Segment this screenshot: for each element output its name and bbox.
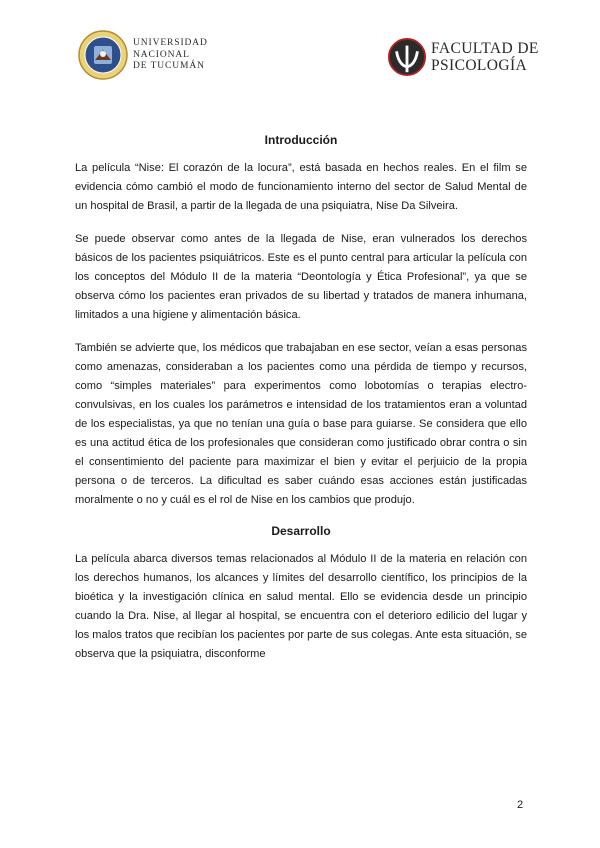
university-name-line: UNIVERSIDAD bbox=[133, 38, 208, 48]
paragraph: También se advierte que, los médicos que trabajaban en ese sector, veían a esas personas como amenazas, consideraban a los pacientes como una pérdida de tiempo y recursos, como “simples materiales” para experimentos como lobotomías o terapias electro-convulsivas, en los cuales los parámetros e intensidad de los tratamientos eran a voluntad de los especialistas, ya que no tenían una guía o base para guiarse. Se considera que ello es una actitud ética de los profesionales que consideran como justificado obrar contra o sin el consentimiento del paciente para maximizar el bien y evitar el perjuicio de la propia persona o de terceros. La dificultad es saber cuándo esas acciones están justificadas moralmente o no y cuál es el rol de Nise en los cambios que produjo. bbox=[75, 342, 527, 506]
page-number: 2 bbox=[517, 799, 524, 811]
paragraph: La película “Nise: El corazón de la locura”, está basada en hechos reales. En el film se evidencia cómo cambió el modo de funcionamiento interno del sector de Salud Mental de un hospital de Brasil, a partir de la llegada de una psiquiatra, Nise Da Silveira. bbox=[75, 162, 527, 212]
document-body bbox=[75, 133, 527, 678]
university-name-line: NACIONAL bbox=[133, 49, 190, 60]
university-name-line: DE TUCUMÁN bbox=[133, 61, 205, 71]
faculty-name bbox=[431, 40, 539, 74]
faculty-name-line: FACULTAD DE bbox=[431, 40, 539, 57]
page-header bbox=[0, 0, 600, 100]
paragraph: Se puede observar como antes de la llegada de Nise, eran vulnerados los derechos básicos de los pacientes psiquiátricos. Este es el punto central para articular la película con los conceptos del Módulo II de la materia “Deontología y Ética Profesional”, ya que se observa cómo los pacientes eran privados de su libertad y tratados de manera inhumana, limitados a una higiene y alimentación básica. bbox=[75, 233, 527, 321]
university-seal-icon bbox=[78, 30, 128, 80]
section-title-desarrollo: Desarrollo bbox=[271, 524, 331, 538]
faculty-name-line: PSICOLOGÍA bbox=[431, 57, 528, 74]
section-title-introduccion: Introducción bbox=[264, 133, 338, 147]
psychology-faculty-logo-icon bbox=[388, 38, 426, 76]
university-name bbox=[133, 38, 208, 73]
paragraph: La película abarca diversos temas relacionados al Módulo II de la materia en relación con los derechos humanos, los alcances y límites del desarrollo científico, los principios de la bioética y la investigación clínica en salud mental. Ello se evidencia desde un principio cuando la Dra. Nise, al llegar al hospital, se encuentra con el deterioro edilicio del lugar y los malos tratos que recibían los pacientes por parte de sus colegas. Ante esta situación, se observa que la psiquiatra, disconforme bbox=[75, 553, 527, 660]
